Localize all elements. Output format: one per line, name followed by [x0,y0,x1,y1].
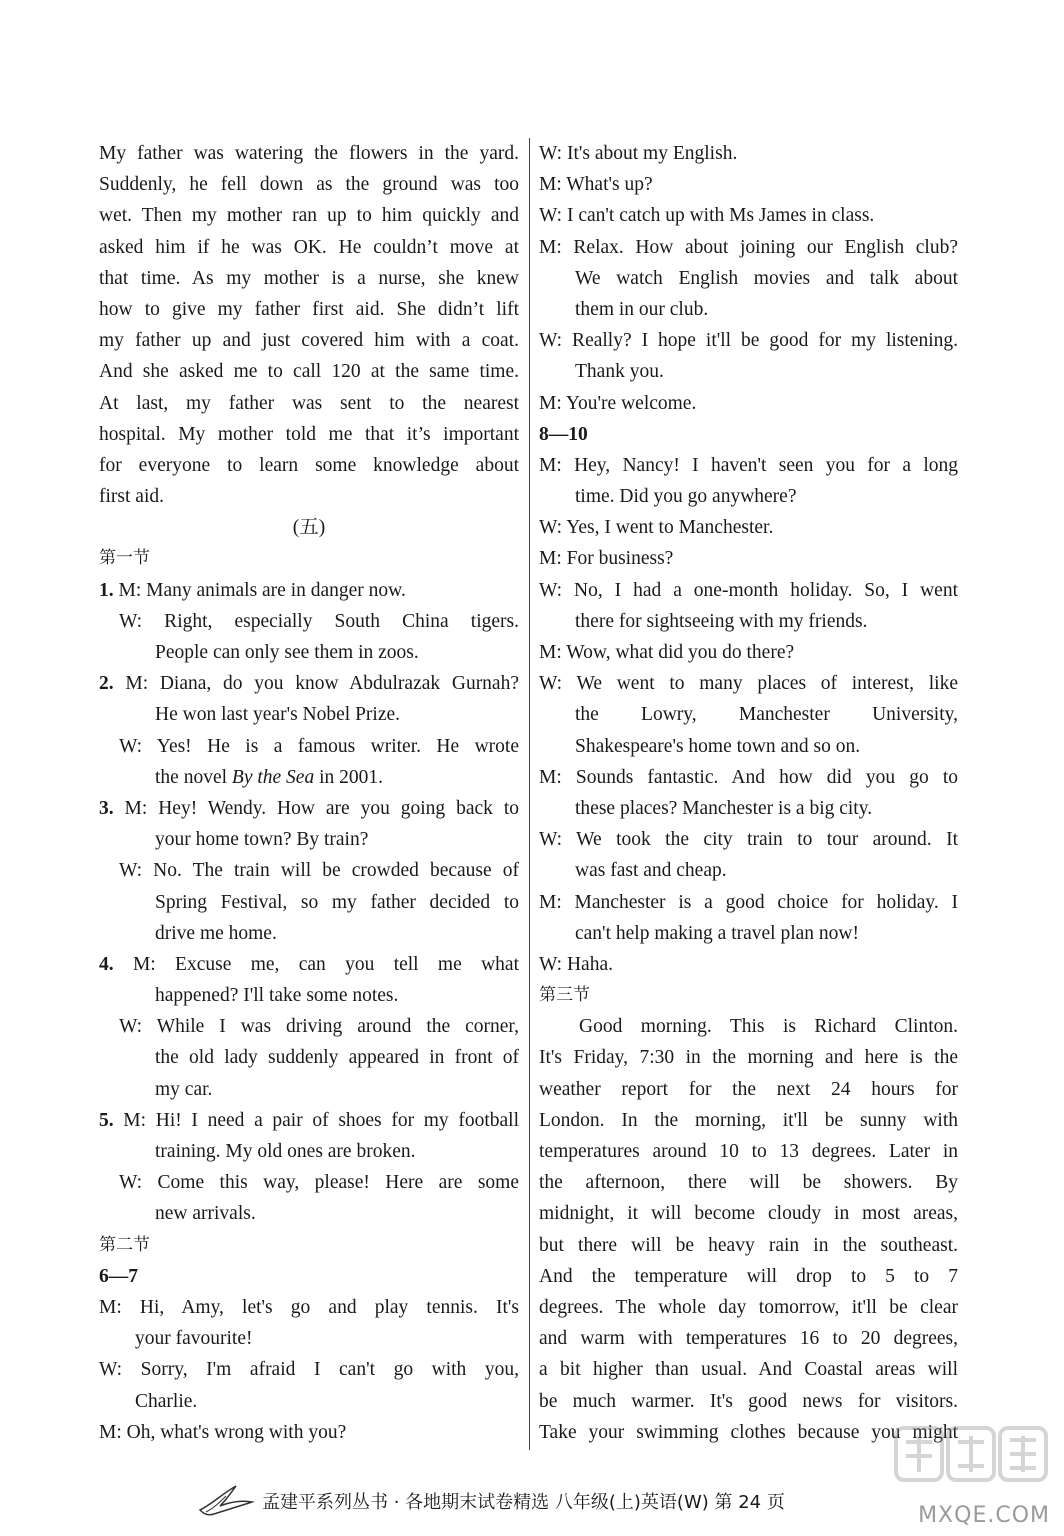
right-column-line: It's Friday, 7:30 in the morning and here is the [539,1047,958,1069]
left-column-line: W: While I was driving around the corner, [119,1016,519,1038]
right-column-line: W: Really? I hope it'll be good for my listening. [539,330,958,352]
right-column-line: these places? Manchester is a big city. [575,797,873,819]
right-column-line: M: For business? [539,548,674,570]
left-column-line: At last, my father was sent to the nearest [99,392,519,414]
left-column-line: W: Yes! He is a famous writer. He wrote [119,735,519,757]
left-column-line: 2. M: Diana, do you know Abdulrazak Gurnah? [99,673,519,695]
left-column-line: new arrivals. [155,1203,256,1225]
left-column-line: 第一节 [99,548,150,569]
left-column-line: W: No. The train will be crowded because of [119,860,519,882]
right-column-line: and warm with temperatures 16 to 20 degrees, [539,1328,958,1350]
left-column-line: for everyone to learn some knowledge about [99,454,519,476]
left-column-line: Suddenly, he fell down as the ground was too [99,174,519,196]
left-column-line: your home town? By train? [155,829,369,851]
right-column-line: temperatures around 10 to 13 degrees. Later in [539,1141,958,1162]
left-column-line: Charlie. [135,1390,198,1412]
left-column-line: 第二节 [99,1234,150,1255]
left-column-line: M: Oh, what's wrong with you? [99,1421,347,1443]
right-column-line: We watch English movies and talk about [575,267,958,289]
left-column-line: My father was watering the flowers in the yard. [99,143,519,164]
left-column-line: 1. M: Many animals are in danger now. [99,579,406,601]
right-column-line: M: Sounds fantastic. And how did you go to [539,766,958,788]
left-column-line: training. My old ones are broken. [155,1141,416,1162]
left-column-line: the novel By the Sea in 2001. [155,766,383,788]
right-column-line: the Lowry, Manchester University, [575,704,958,726]
right-column-line: a bit higher than usual. And Coastal areas will [539,1359,958,1381]
left-column-line: drive me home. [155,922,277,944]
swallow-logo-icon [196,1480,256,1520]
right-column-line: M: You're welcome. [539,392,697,414]
right-column-line: 第三节 [539,985,590,1006]
left-column-line: 5. M: Hi! I need a pair of shoes for my football [99,1109,519,1131]
left-column-line: hospital. My mother told me that it’s important [99,423,519,445]
left-column-line: M: Hi, Amy, let's go and play tennis. It's [99,1296,519,1318]
left-column-line: how to give my father first aid. She didn’t lift [99,298,519,320]
right-column-line: 8—10 [539,423,588,445]
right-column-line: And the temperature will drop to 5 to 7 [539,1265,958,1287]
right-column-line: degrees. The whole day tomorrow, it'll be clear [539,1296,958,1318]
right-column-line: midnight, it will become cloudy in most areas, [539,1203,958,1225]
right-column-line: Thank you. [575,361,664,383]
left-column-line: W: Come this way, please! Here are some [119,1172,519,1194]
left-column-line: first aid. [99,486,164,508]
left-column-line: wet. Then my mother ran up to him quickly and [99,205,519,227]
right-column-line: W: It's about my English. [539,143,738,164]
right-column-line: M: Hey, Nancy! I haven't seen you for a long [539,454,958,476]
right-column-line: Good morning. This is Richard Clinton. [579,1016,958,1038]
left-column-line: that time. As my mother is a nurse, she knew [99,267,519,289]
right-column-line: M: What's up? [539,174,653,196]
right-column-line: Shakespeare's home town and so on. [575,735,861,757]
right-column-line: W: Haha. [539,953,613,975]
right-column-line: Take your swimming clothes because you might [539,1421,958,1443]
left-column-line: the old lady suddenly appeared in front of [155,1047,519,1069]
right-column-line: W: Yes, I went to Manchester. [539,517,774,539]
left-column-line: 4. M: Excuse me, can you tell me what [99,953,519,975]
right-column-line: was fast and cheap. [575,860,727,882]
left-column-line: W: Sorry, I'm afraid I can't go with you, [99,1359,519,1381]
right-column-line: there for sightseeing with my friends. [575,610,868,632]
left-column-line: your favourite! [135,1328,253,1350]
right-column-line: the afternoon, there will be showers. By [539,1172,958,1194]
left-column-line: Spring Festival, so my father decided to [155,891,519,913]
right-column-line: M: Manchester is a good choice for holiday. I [539,891,958,913]
watermark-text: MXQE.COM [918,1503,1050,1528]
right-column-line: W: No, I had a one-month holiday. So, I went [539,579,958,601]
right-column-line: time. Did you go anywhere? [575,486,797,508]
left-column-line: He won last year's Nobel Prize. [155,704,401,726]
left-column-line: my car. [155,1078,213,1100]
left-column-line: 6—7 [99,1265,138,1287]
left-column-line: happened? I'll take some notes. [155,985,399,1007]
right-column-line: M: Wow, what did you do there? [539,642,795,663]
right-column-line: them in our club. [575,298,709,320]
right-column-line: but there will be heavy rain in the southeast. [539,1234,958,1256]
left-column-line: asked him if he was OK. He couldn’t move at [99,236,519,258]
right-column [539,138,958,1448]
left-column-line: And she asked me to call 120 at the same time. [99,361,519,383]
right-column-line: M: Relax. How about joining our English club? [539,236,958,258]
footer-text: 孟建平系列丛书 · 各地期末试卷精选 八年级(上)英语(W) 第 24 页 [262,1492,785,1513]
right-column-line: W: I can't catch up with Ms James in class. [539,205,875,227]
left-column-line: People can only see them in zoos. [155,642,419,663]
right-column-line: W: We went to many places of interest, like [539,673,958,695]
left-column-line: (五) [292,517,326,539]
right-column-line: London. In the morning, it'll be sunny with [539,1109,958,1131]
column-divider [529,138,530,1450]
left-column [99,138,519,1448]
left-column-line: my father up and just covered him with a coat. [99,330,519,352]
right-column-line: can't help making a travel plan now! [575,922,859,944]
right-column-line: W: We took the city train to tour around. It [539,829,958,851]
left-column-line: 3. M: Hey! Wendy. How are you going back to [99,797,519,819]
left-column-line: W: Right, especially South China tigers. [119,610,519,632]
right-column-line: be much warmer. It's good news for visitors. [539,1390,958,1412]
right-column-line: weather report for the next 24 hours for [539,1078,958,1100]
